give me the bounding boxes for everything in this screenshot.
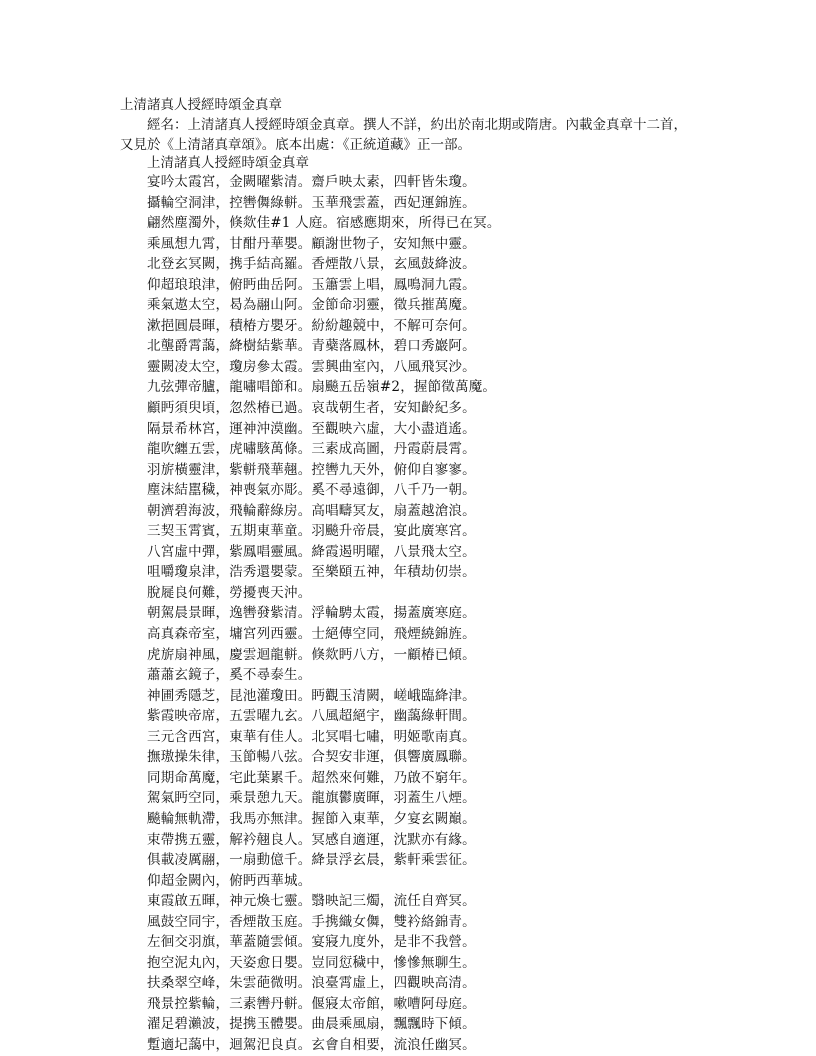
- verse-line: 扶桑翠空峰，朱雲葩微明。浪臺霄虛上，四觀映高清。: [147, 975, 476, 992]
- verse-line: 塵沫結嚚穢，神喪氣亦彫。奚不尋遠御，八千乃一朝。: [147, 482, 476, 499]
- verse-line: 三契玉霄賓，五期東華童。羽飈升帝晨，宴此廣寒宮。: [147, 523, 476, 540]
- document-title: 上清諸真人授經時頌金真章: [120, 97, 282, 113]
- verse-line: 抱空泥丸內，天姿愈日嬰。豈同愆穢中，慘慘無聊生。: [147, 954, 476, 971]
- verse-line: 隔景希林宮，運神沖漠幽。至觀映六虛，大小盡逍遙。: [147, 420, 476, 437]
- intro-line: 經名：上清諸真人授經時頌金真章。撰人不詳，約出於南北期或隋唐。內載金真章十二首，: [147, 117, 687, 133]
- verse-line: 乘風想九霄，甘酣丹華嬰。顧謝世物子，安知無中靈。: [147, 235, 476, 252]
- verse-line: 神圃秀隱芝，昆池灌瓊田。眄觀玉清闕，嵯峨臨絳津。: [147, 687, 476, 704]
- verse-line: 束帶携五靈，解衿翹良人。冥感自適運，沈默亦有緣。: [147, 831, 476, 848]
- verse-line: 攝輪空洞津，控轡儛綠軿。玉華飛雲蓋，西妃運錦旌。: [147, 194, 476, 211]
- verse-line: 顧眄須臾頃，忽然椿已過。哀哉朝生者，安知齡紀多。: [147, 400, 476, 417]
- verse-line: 東霞啟五暉，神元煥七靈。翳映記三燭，流任自齊冥。: [147, 893, 476, 910]
- verse-line: 駕氣眄空同，乘景憩九天。龍旗鬱廣暉，羽蓋生八煙。: [147, 790, 476, 807]
- verse-list: [147, 172, 707, 1056]
- verse-line: 三元含西宮，東華有佳人。北冥唱七嘯，明姬歌南真。: [147, 728, 476, 745]
- verse-line: 羽旂橫靈津，紫軿飛華翹。控轡九天外，俯仰自寥寥。: [147, 461, 476, 478]
- verse-line: 脫屣良何難，勞擾喪天沖。: [147, 584, 312, 601]
- verse-line: 飈輪無軌滯，我馬亦無津。握節入東華，夕宴玄闕巔。: [147, 810, 476, 827]
- verse-line: 左徊交羽旗，華蓋隨雲傾。宴寢九度外，是非不我營。: [147, 934, 476, 951]
- verse-line: 蕭蕭玄鏡子，奚不尋泰生。: [147, 667, 312, 684]
- verse-line: 紫霞映帝席，五雲曜九玄。八風超絕宇，幽藹綠軒間。: [147, 708, 476, 725]
- verse-line: 乘氣遨太空，曷為翮山阿。金節命羽靈，徵兵摧萬魔。: [147, 297, 476, 314]
- verse-line: 飛景控紫輪，三素轡丹軿。偃寢太帝館，嗽嘈阿母庭。: [147, 995, 476, 1012]
- verse-line: 九弦彈帝臚，龍嘯唱節和。扇飈五岳嶺#2，握節徵萬魔。: [147, 379, 497, 396]
- verse-line: 朝駕晨景暉，逸轡發紫清。浮輪騁太霞，揚蓋廣寒庭。: [147, 605, 476, 622]
- verse-line: 北登玄冥闕，携手結高羅。香煙散八景，玄風鼓絳波。: [147, 256, 476, 273]
- verse-line: 宴吟太霞宮，金闕曜紫清。齋戶映太素，四軒皆朱瓊。: [147, 174, 476, 190]
- verse-line: 高真森帝室，墉宮列西靈。士絕傳空同，飛煙繞錦旌。: [147, 626, 476, 643]
- intro-paragraph: [120, 115, 700, 155]
- verse-line: 八宮虛中彈，紫鳳唱靈風。絳霞遏明曜，八景飛太空。: [147, 543, 476, 560]
- verse-line: 咀嚼瓊泉津，浩秀還嬰蒙。至樂頤五神，年積劫仞崇。: [147, 564, 476, 581]
- verse-line: 風鼓空同宇，香煙散玉庭。手携織女儛，雙衿絡錦青。: [147, 913, 476, 930]
- intro-line: 又見於《上清諸真章頌》。底本出處：《正統道藏》正一部。: [120, 137, 471, 153]
- verse-line: 同期命萬魔，宅此葉累千。超然來何難，乃啟不窮年。: [147, 769, 476, 786]
- verse-line: 靈闕凌太空，瓊房參太霞。雲興曲室內，八風飛冥沙。: [147, 358, 476, 375]
- verse-line: 龍吹纏五雲，虎嘯駭萬條。三素成高圖，丹霞蔚晨霄。: [147, 441, 476, 458]
- verse-line: 濯足碧瀨波，提携玉體嬰。曲晨乘風扇，飄飄時下傾。: [147, 1016, 476, 1033]
- verse-line: 仰超金闕內，俯眄西華城。: [147, 872, 312, 889]
- verse-line: 仰超琅琅津，俯眄曲岳阿。玉簫雲上唱，鳳鳴洞九霞。: [147, 276, 476, 293]
- verse-line: 虎旂扇神風，慶雲迴龍軿。倏欻眄八方，一顧椿已傾。: [147, 646, 476, 663]
- verse-line: 撫璈操朱律，玉節暢八弦。合契安非運，俱響廣鳳聯。: [147, 749, 476, 766]
- section-title: 上清諸真人授經時頌金真章: [147, 155, 309, 171]
- verse-line: 翩然塵濁外，倏欻佳#1 人庭。宿感應期來，所得已在冥。: [147, 215, 501, 232]
- verse-line: 朝濟碧海波，飛輪辭綠房。高唱疇冥友，扇蓋越滄浪。: [147, 502, 476, 519]
- verse-line: 北壟爵霄藹，絳樹結紫華。青蘗落鳳林，碧口秀巖阿。: [147, 338, 476, 355]
- verse-line: 漱挹圓晨暉，積椿方嬰牙。紛紛趣競中，不解可奈何。: [147, 317, 476, 334]
- verse-line: 俱載凌厲翮，一扇動億千。絳景浮玄晨，紫軒乘雲征。: [147, 852, 476, 869]
- verse-line: 蹔適圮藹中，迴駕汜良貞。玄會自相要，流浪任幽冥。: [147, 1036, 476, 1053]
